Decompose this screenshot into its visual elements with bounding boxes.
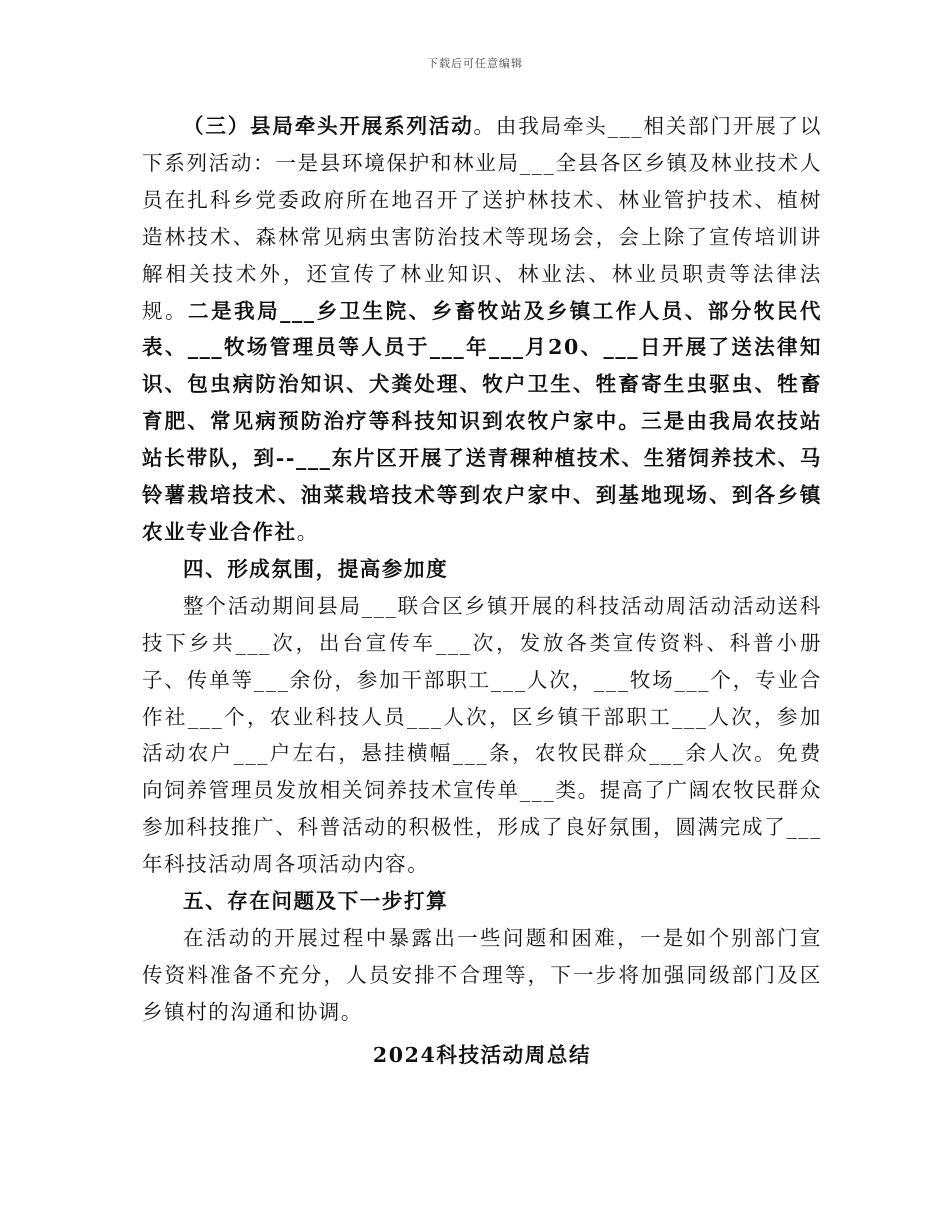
section-3-paragraph xyxy=(142,108,822,551)
document-title: 2024科技活动周总结 xyxy=(372,1042,592,1067)
section-3-text: 。由我局牵头___相关部门开展了以下系列活动：一是县环境保护和林业局___全县各区乡镇及林业技术人员在扎科乡党委政府所在地召开了送护林技术、林业管护技术、植树造林技术、森林常见病虫害防治技术等现场会，会上除了宣传培训讲解相关技术外，还宣传了林业知识、林业法、林业员职责等法律法规。 xyxy=(142,114,822,323)
section-4-paragraph: 整个活动期间县局___联合区乡镇开展的科技活动周活动活动送科技下乡共___次，出台宣传车___次，发放各类宣传资料、科普小册子、传单等___余份，参加干部职工___人次，___牧场___个，专业合作社___个，农业科技人员___人次，区乡镇干部职工___人次，参加活动农户___户左右，悬挂横幅___条，农牧民群众___余人次。免费向饲养管理员发放相关饲养技术宣传单___类。提高了广阔农牧民群众参加科技推广、科普活动的积极性，形成了良好氛围，圆满完成了___年科技活动周各项活动内容。 xyxy=(142,593,822,877)
header-note: 下载后可任意编辑 xyxy=(427,57,523,70)
section-3-end-mark: 。 xyxy=(296,519,319,544)
document-body xyxy=(142,108,822,1074)
section-3-lead: （三）县局牵头开展系列活动 xyxy=(183,114,474,138)
section-5-paragraph: 在活动的开展过程中暴露出一些问题和困难，一是如个别部门宣传资料准备不充分，人员安排不合理等，下一步将加强同级部门及区乡镇村的沟通和协调。 xyxy=(142,925,822,1024)
section-3-bold-text: 二是我局___乡卫生院、乡畜牧站及乡镇工作人员、部分牧民代表、___牧场管理员等人员于___年___月20、___日开展了送法律知识、包虫病防治知识、犬粪处理、牧户卫生、牲畜寄生虫驱虫、牲畜育肥、常见病预防治疗等科技知识到农牧户家中。三是由我局农技站站长带队，到--___东片区开展了送青稞种植技术、生猪饲养技术、马铃薯栽培技术、油菜栽培技术等到农户家中、到基地现场、到各乡镇农业专业合作社 xyxy=(142,298,823,544)
section-5-heading: 五、存在问题及下一步打算 xyxy=(183,889,449,914)
section-4-heading: 四、形成氛围，提高参加度 xyxy=(183,556,449,581)
